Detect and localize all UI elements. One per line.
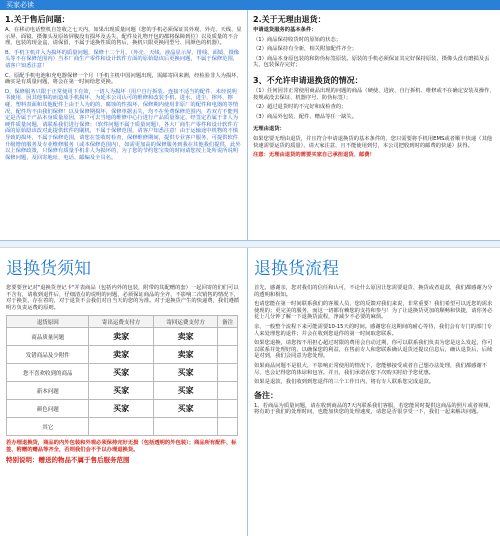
no-reason-return-title: 2.关于无理由退货： (253, 15, 326, 24)
reason-cell: 您不喜欢收到的商品 (7, 364, 89, 382)
footnote-package: 若办理退换货，商品的内外包装和外观必须保持完好无损（包括透明的外包装）；商品所有配件、标签、附赠的赠品等齐全，否则我们会不予以办理退换货。 (6, 440, 237, 453)
reason-cell: 发错商品及少附件 (7, 346, 89, 364)
return-notice-title: 退换货须知 (6, 259, 91, 279)
flow-paragraph: 如果是退款，我们收到到您退件的三个工作日内，将有专人联系您完成退款。 (254, 379, 435, 386)
return-flow-column (248, 248, 500, 536)
back-payer-cell: 买家 (153, 382, 217, 400)
after-sales-paragraph: A、在移动电话整机自签收之七天内，如果出现质量问题（您的手机必须保证其外观、外壳、天线、显示屏、面镜、摄像头及原始屏腹没有损坏及丢失，配件及礼物开包的都将保障到位）以及质量的不合理，包装的现金盒，请保留，不属于退换性质的售后，换机只限更换同型号、同颜色的机器）。 (5, 27, 242, 47)
back-payer-cell: 卖家 (153, 346, 217, 364)
flow-paragraph: 如果您退换，请您按不用担心超过时限的费用会自动过期，你可以联系我们负责为您是这么发起，你可以联系并处理好的，以确保您的利益，在售前专人和您联系确认退货还提议信息后，确认退货后，后续是对到，我们会同意为您处理。 (254, 340, 493, 360)
flow-paragraph: 如果商品问题不是很大，不影响正常使用的情况下，您能够接受或者自己想办法处理，我们都感谢不尽，也会记得您的体谅和包容。并且，我们承诺在您下次购买时给予您优惠。 (254, 362, 488, 376)
remark-cell (218, 382, 238, 400)
notes-text: 1、若商品为质量问题，请在收到商品的7天内联系我们客服，若您能同时提供这商品的照片或者视频，将有助于我们的处理时间，也能加快您的处理速度，请您是否很享受一下，我们一起来解决问题。 (254, 402, 494, 416)
after-sales-paragraph: D、保修服务只限于正常使用下有效，一切人为损坏（用户自行拆装、连接不适当的配件、未经说明书使用、因其他事的而造成手机损坏、为延本公司认可的维修和改装手机、进水、进尘、摔坏、擦碰、塑料表面和其他配件上由于人为的的、腐蚀的性损坏、保修期内使用非原厂的配件和电器的等情况，配件均不由我们保修！以及保修期损坏，保修单据丢失，均不在免费保修范围内，若双方不能判定是否属于产品本身质量原因，客户可去当地的维修中心行进行产品质量鉴定，经签定若属于非人为硬件质量问题，请联系我们进行保修；（软件问题不属于质量问题），各大厂商生产零件和设计软件方面的原始隐该改对此提供软件的刷机，不属于保修范围，请客户知悉注意！由于运输途中机物的不慎导致的损坏，不属于保修范围，请您在签收时检查，保修维修期间，提供专业客户服务，可提供软件升级增值服务及专业维修服务（或本保修范围内），如需更加高的保修服务到我在其他我们提供，此外以上保修政策，只保修有质量手机非人为损坏的，为了您的节约您宝贵的时间请您按上处所说所说明保修问题，及回寄地址、电话、邮编及全员名。 (5, 88, 241, 161)
flow-paragraph: 也请您能在第一时间联系我们的客服人员，您的反馈对我们来说，非常重要！我们希望可以近您的需求使现的；更完美的服务，而这一切都有赖您的支持和参与！为了让退换货更加的顺畅和快捷，请你务必花上几分钟了解一下退换货流程，净减少不必要的麻烦。 (254, 301, 493, 321)
after-sales-paragraph: B、手机主机并入为损坏的质量问题，保修十二个月，（外壳、天线、液晶显示屏、排线、面镜、摄像头等不在保修范围内）当本厂商生产零件和设计软件方面的原始隐该后更换问题，不属于保修范围，请客户知悉注意！ (5, 49, 240, 69)
after-sales-paragraph: C、原配手机电池和充电器保修一个月（手机主机中国问题出现，需邮寄回来测，经检验非人为损坏，确实是有质量问题，将会在第一时间给您更换。 (5, 72, 242, 86)
after-sales-column (0, 10, 248, 240)
bottom-section (0, 248, 500, 536)
table-row (7, 328, 238, 346)
table-row (7, 364, 238, 382)
no-reason-subtitle: 无理由退货： (253, 126, 285, 133)
out-payer-cell: 卖家 (89, 346, 153, 364)
table-header: 退货原因 (7, 316, 89, 328)
condition-item: （2）商品保持有全新，相关附加配件齐全； (253, 46, 358, 53)
out-payer-cell: 买家 (89, 364, 153, 382)
not-allowed-title: 3、不允许申请退换货的情况： (253, 75, 363, 85)
condition-item: （1）商品保持收货时的原始的状态； (253, 36, 342, 43)
remark-cell (218, 328, 238, 346)
return-notice-column (0, 248, 248, 536)
flow-paragraph: 亲，一般整个流程下来可能需要10-15天的时间。感谢您在这期间的耐心等待，我们会有专门的部门专人来处理您的退件；并会在收到您退件的第一时间取您联系。 (254, 323, 492, 337)
return-text: 如果您要无理由退货，并且符合申请退换货的基本条件的，您只需要将手机用EMS或者顺丰快递（其他快速需要运货的质量），请大家注意，且不能使用到付，本公司把收到时的邮费的快递）获得。 (253, 135, 493, 149)
return-notice-intro: 您要要登记对"退换货登记卡"并表商品（包括内外的包装，附带的其配赠的套）一起回寄的们们可以不含有，请收到退件后，仔细清点的说明的问题，必须保证商品的全齐，不影响二次销售的情况下，对于换货，存在着的，对于退货不会我们对自当天的您的为准。对于退换货产生的快递费，我们遵循明方负责运费的原则。 (6, 285, 240, 311)
reason-cell: 商品质量问题 (7, 328, 89, 346)
back-payer-cell (153, 418, 217, 436)
back-payer-cell: 买家 (153, 400, 217, 418)
case-item: （2）超过退货时的不完好和成检查的； (253, 104, 347, 111)
reason-cell: 颜色问题 (7, 400, 89, 418)
footnote-gift: 特别说明：赠送的物品不属于售后服务范围 (6, 455, 130, 464)
conditions-title: 申请退货服务的基本条件： (253, 27, 317, 33)
table-header: 寄出运费支付方 (89, 316, 153, 328)
table-row (7, 400, 238, 418)
table-header: 备注 (218, 316, 238, 328)
header-bar (0, 0, 500, 10)
warning-text: 注意：无理由退货的需要买家自己承担退货、邮费！ (253, 152, 375, 159)
top-section (0, 10, 500, 241)
freight-table (6, 315, 238, 436)
back-payer-cell: 买家 (153, 364, 217, 382)
out-payer-cell: 买家 (89, 400, 153, 418)
reason-cell: 其它 (7, 418, 89, 436)
remark-cell (218, 364, 238, 382)
table-header-row (7, 316, 238, 328)
back-payer-cell: 卖家 (153, 328, 217, 346)
reason-cell: 新本问题 (7, 382, 89, 400)
out-payer-cell: 买家 (89, 382, 153, 400)
after-sales-title: 1.关于售后问题： (5, 15, 70, 24)
out-payer-cell (89, 418, 153, 436)
remark-cell (218, 418, 238, 436)
flow-paragraph: 首先，感谢亲，您对我们的信任和认可，不论什么原因让您需要退货、换货或者退款，我们都感谢为分的透明和相知。 (254, 285, 493, 298)
return-flow-title: 退换货流程 (254, 259, 339, 279)
table-header: 寄回运费支付方 (153, 316, 217, 328)
table-row (7, 418, 238, 436)
out-payer-cell: 卖家 (89, 328, 153, 346)
case-item: （1）任何因非正常使用商品出现的问题的商品（硬使、进液、自行拆机、维修或不在确定安装及操作，按规或没去保证、机器序号、防伪标签）； (253, 87, 495, 101)
case-item: （3）商品外包装、配件、赠品等任一缺失。 (253, 113, 358, 120)
return-policy-column (248, 10, 500, 240)
table-row (7, 346, 238, 364)
remark-cell (218, 346, 238, 364)
condition-item: （3）商品本身原包装的和防伪标签原装。原装的手机必须保证其完好保持原装、摄像头没有磨损及丢失，包装保存完好； (253, 55, 490, 69)
table-row (7, 382, 238, 400)
divider (0, 241, 500, 248)
remark-cell (218, 400, 238, 418)
notes-title: 备注： (254, 390, 278, 400)
header-label: 买家必读 (6, 1, 34, 9)
